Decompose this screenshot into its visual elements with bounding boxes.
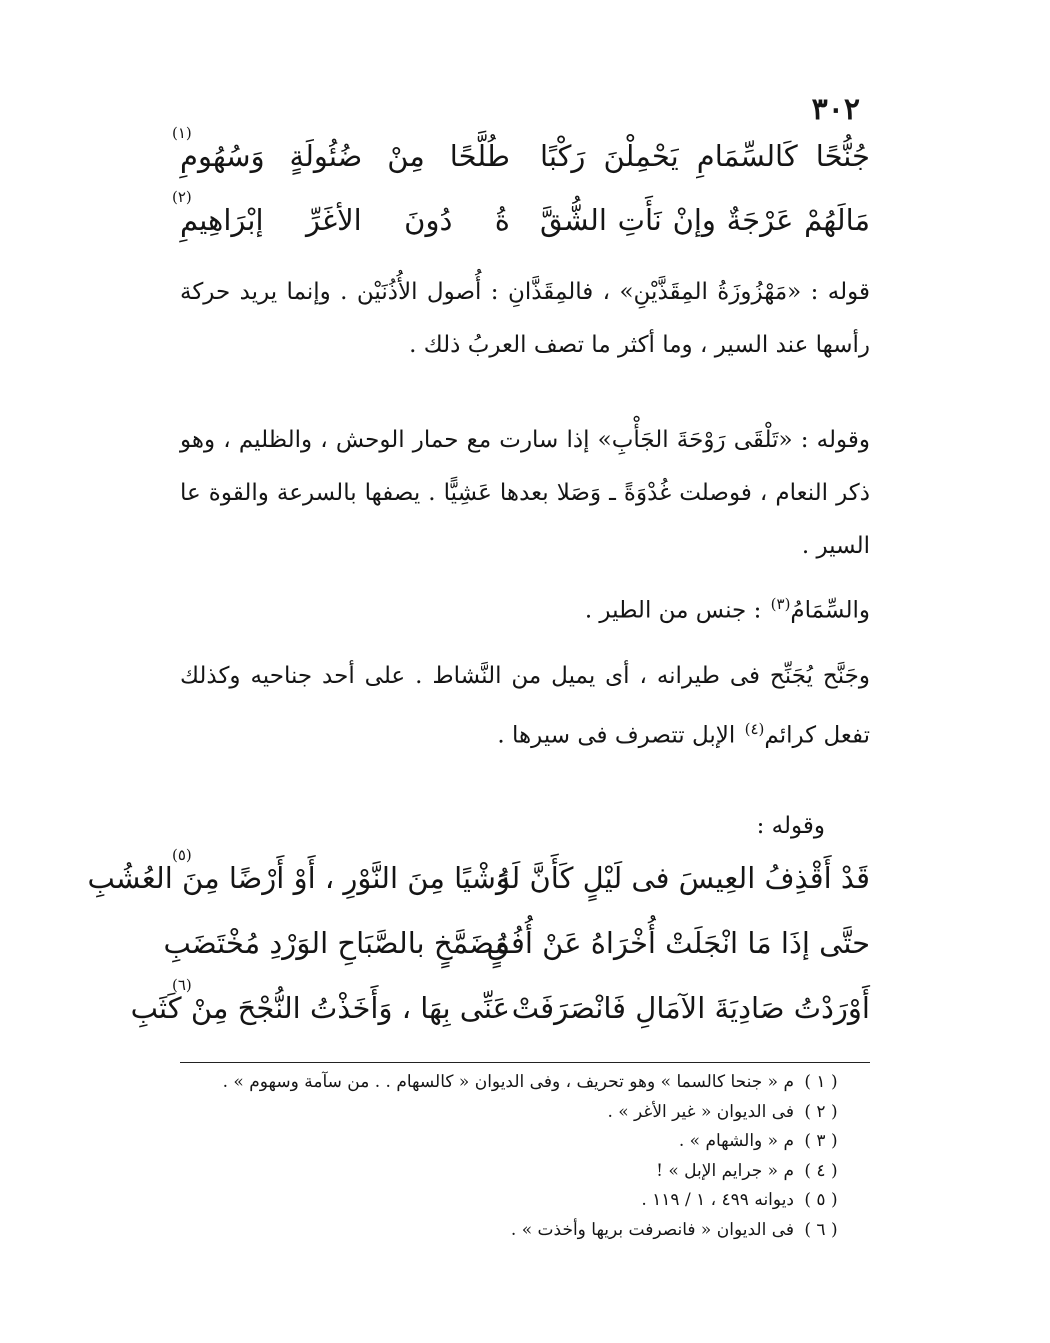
footnote-marker: (٤) (744, 720, 765, 738)
footnote-item (200, 1186, 840, 1216)
footnote-divider (180, 1062, 870, 1063)
verse-first-hemistich: جُنُّحًا كَالسِّمَامِ يَحْمِلْنَ رَكْبًا (540, 139, 870, 173)
verse-first-hemistich: مَالَهُمْ عَرْجَةٌ وإنْ نَأَتِ الشُّقَّ (540, 203, 870, 237)
footnote-number: ( ١ ) (804, 1072, 838, 1092)
verse-second-hemistich: ةُ دُونَ الأغَرِّ إبْرَاهِيمِ (180, 203, 510, 237)
footnote-text: م « والشهام » . (678, 1131, 794, 1151)
verse-first-hemistich: أَوْرَدْتُ صَادِيَةَ الآمَالِ فَانْصَرَفَتْ (511, 991, 870, 1025)
footnote-number: ( ٢ ) (804, 1101, 838, 1122)
footnote-number: ( ٦ ) (804, 1219, 838, 1240)
footnote-number: ( ٣ ) (804, 1131, 838, 1151)
verse-first-hemistich: قَدْ أَقْذِفُ العِيسَ فى لَيْلٍ كَأَنَّ لَهُ (495, 861, 870, 895)
verse-second-hemistich: وَشْيًا مِنَ النَّوْرِ ، أَوْ أَرْضًا مِنَ العُشُبِ (87, 861, 510, 895)
footnote-number: ( ٤ ) (804, 1160, 838, 1181)
footnote-item (200, 1216, 840, 1246)
footnote-text: فى الديوان « غير الأغر » . (607, 1101, 794, 1122)
paragraph-text: وقوله : (756, 813, 825, 839)
verse-line (163, 915, 870, 975)
commentary-paragraph (180, 414, 870, 573)
paragraph-text: قوله : «مَهْزُوزَةُ المِقَذَّيْنِ» ، فالمِقَذَّانِ : أُصول الأُذُنَيْن . وإنما يريد حركة رأسها عند السير ، وما أكثر ما تصف العربُ ذلك . (180, 279, 870, 358)
verse-line (172, 188, 870, 252)
footnote-item (200, 1127, 840, 1157)
footnote-marker: (٥) (172, 846, 192, 864)
footnote-number: ( ٥ ) (804, 1190, 838, 1210)
paragraph-text: وقوله : «تَلْقَى رَوْحَةَ الجَأْبِ» إذا سارت مع حمار الوحش ، والظليم ، وهو ذكر النعام ، فوصلت غُدْوَةً ـ وَصَلا بعدها عَشِيًّا . يصفها بالسرعة والقوة عا السير . (180, 427, 870, 559)
footnote-text: فى الديوان « فانصرفت بريها وأخذت » . (510, 1219, 794, 1240)
footnote-text: ديوانه ٤٩٩ ، ١ / ١١٩ . (641, 1190, 794, 1210)
commentary-paragraph (180, 266, 870, 372)
footnote-marker: (٣) (770, 595, 791, 613)
verse-first-hemistich: حتَّى إذَا مَا انْجَلَتْ أُخْرَاهُ عَنْ أُفُقٍ (486, 926, 870, 960)
commentary-paragraph (180, 650, 870, 763)
verse-block-top (172, 124, 870, 252)
footnote-item (200, 1098, 840, 1128)
paragraph-text: الإبل تتصرف فى سيرها . (497, 722, 736, 749)
verse-block-bottom (87, 846, 870, 1040)
page-number: ٣٠٢ (811, 92, 860, 127)
footnote-text: م « جنحا كالسما » وهو تحريف ، وفى الديوان « كالسهام . . من سآمة وسهوم » . (222, 1072, 794, 1092)
footnotes-list (200, 1068, 840, 1245)
paragraph-text: وجَنَّح يُجَنِّح فى طيرانه ، أى يميل من النَّشاط . على أحد جناحيه وكذلك تفعل كرائم (180, 663, 870, 749)
commentary-paragraph (180, 578, 870, 638)
verse-line (172, 124, 870, 188)
paragraph-text: : جنس من الطير . (584, 597, 762, 624)
paragraph-text: والسِّمَامُ (790, 597, 870, 624)
verse-second-hemistich: طُلَّحًا مِنْ ضُئُولَةٍ وَسُهُومِ (180, 139, 510, 173)
footnote-marker: (٦) (172, 976, 192, 994)
footnote-item (200, 1068, 840, 1098)
verse-line (130, 976, 870, 1040)
verse-second-hemistich: عَنِّى بِهَا ، وَأَخَذْتُ النُّجْحَ مِنْ كَثَبِ (130, 991, 510, 1025)
verse-second-hemistich: مُضَمَّخٍ بالصَّبَاحِ الوَرْدِ مُخْتَضَبِ (163, 926, 510, 960)
footnote-item (200, 1157, 840, 1187)
verse-line (87, 846, 870, 910)
footnote-marker: (١) (172, 124, 192, 142)
commentary-paragraph (135, 800, 825, 853)
footnote-text: م « جرايم الإبل » ! (656, 1160, 794, 1181)
footnote-marker: (٢) (172, 188, 192, 206)
